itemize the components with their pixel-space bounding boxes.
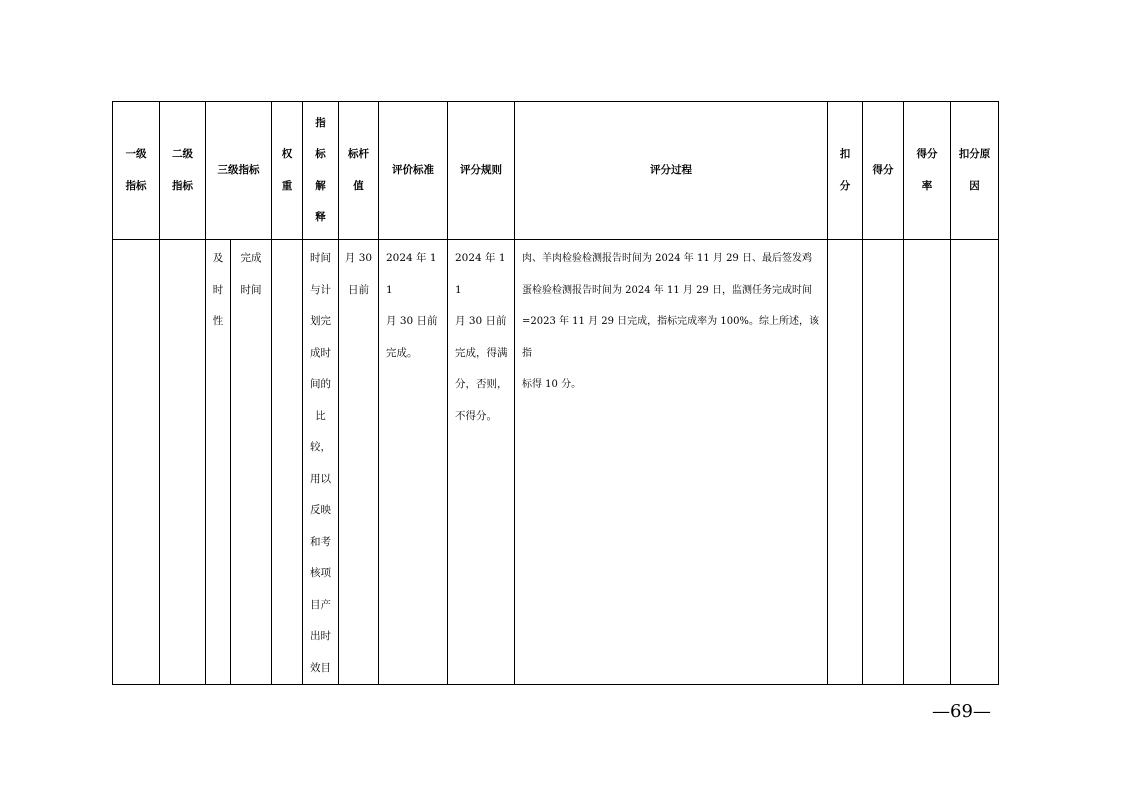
cell-rule: 2024 年 11 月 30 日前 完成，得满 分，否则， 不得分。 (448, 240, 515, 685)
cell-process: 肉、羊肉检验检测报告时间为 2024 年 11 月 29 日、最后签发鸡 蛋检验检测报告时间为 2024 年 11 月 29 日，监测任务完成时间 =2023 年 11 月 29 日完成，指标完成率为 100%。综上所述，该指 标得 10 分。 (515, 240, 828, 685)
header-weight: 权 重 (272, 102, 303, 240)
cell-level2 (160, 240, 206, 685)
header-row (113, 102, 999, 240)
header-score-rate: 得分 率 (904, 102, 951, 240)
evaluation-table (112, 101, 999, 685)
cell-standard: 2024 年 11 月 30 日前 完成。 (379, 240, 448, 685)
page-number: —69— (932, 701, 991, 722)
header-benchmark-value: 标杆 值 (339, 102, 379, 240)
cell-deduction (828, 240, 863, 685)
table-row (113, 240, 999, 685)
cell-weight (272, 240, 303, 685)
header-level1-indicator: 一级 指标 (113, 102, 160, 240)
header-indicator-explanation: 指 标 解 释 (303, 102, 339, 240)
header-level3-indicator: 三级指标 (206, 102, 272, 240)
header-level2-indicator: 二级 指标 (160, 102, 206, 240)
header-scoring-rule: 评分规则 (448, 102, 515, 240)
cell-score-rate (904, 240, 951, 685)
cell-level1 (113, 240, 160, 685)
header-scoring-process: 评分过程 (515, 102, 828, 240)
cell-benchmark: 月 30 日前 (339, 240, 379, 685)
cell-score (863, 240, 904, 685)
cell-explanation: 时间 与计 划完 成时 间的 比 较， 用以 反映 和考 核项 目产 出时 效目 (303, 240, 339, 685)
header-deduction-reason: 扣分原 因 (951, 102, 999, 240)
header-deduction: 扣 分 (828, 102, 863, 240)
header-evaluation-standard: 评价标准 (379, 102, 448, 240)
cell-deduction-reason (951, 240, 999, 685)
cell-level3-b: 完成 时间 (231, 240, 272, 685)
header-score: 得分 (863, 102, 904, 240)
cell-level3-a: 及 时 性 (206, 240, 231, 685)
